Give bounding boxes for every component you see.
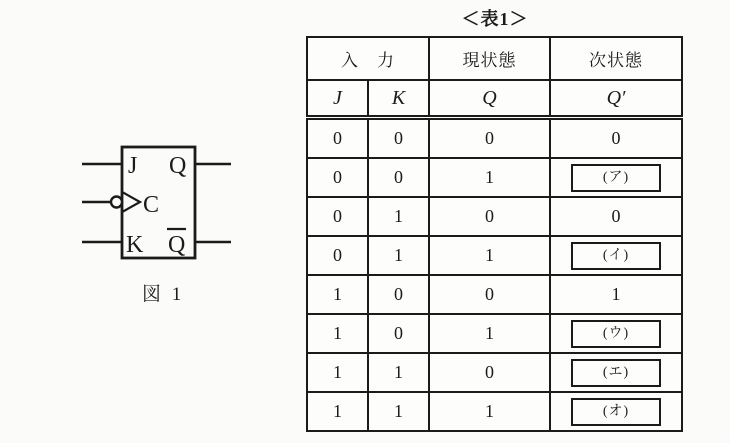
table-row (307, 392, 682, 431)
table-row (307, 275, 682, 314)
cell-q-next (550, 353, 682, 392)
header-input: 入 力 (307, 37, 429, 80)
table-row (307, 158, 682, 197)
j-pin-label: J (128, 153, 138, 179)
truth-table-pane (306, 5, 684, 432)
table-row (307, 118, 682, 159)
cell-k: 0 (368, 158, 429, 197)
cell-j: 0 (307, 158, 368, 197)
cell-q-next (550, 314, 682, 353)
answer-blank-e: (エ) (571, 359, 661, 387)
cell-q-next: 0 (550, 197, 682, 236)
cell-q: 1 (429, 158, 550, 197)
table-row (307, 353, 682, 392)
cell-q: 0 (429, 118, 550, 159)
cell-q: 1 (429, 392, 550, 431)
cell-q: 1 (429, 314, 550, 353)
table-row (307, 197, 682, 236)
cell-k: 0 (368, 314, 429, 353)
col-header-q-next: Q′ (550, 80, 682, 118)
cell-k: 1 (368, 392, 429, 431)
answer-blank-i: (イ) (571, 242, 661, 270)
cell-j: 1 (307, 392, 368, 431)
figure-caption: 図 1 (142, 284, 185, 305)
cell-q: 0 (429, 275, 550, 314)
qbar-pin-label: Q (168, 232, 186, 258)
jk-flipflop-diagram (0, 0, 300, 443)
cell-j: 1 (307, 275, 368, 314)
cell-j: 0 (307, 236, 368, 275)
cell-q-next (550, 158, 682, 197)
cell-k: 1 (368, 353, 429, 392)
answer-blank-u: (ウ) (571, 320, 661, 348)
cell-j: 1 (307, 314, 368, 353)
col-header-j: J (307, 80, 368, 118)
table-title: ＜表1＞ (461, 9, 529, 29)
header-group-row (307, 37, 682, 80)
header-sub-row (307, 80, 682, 118)
cell-q-next (550, 236, 682, 275)
jk-flipflop-figure (0, 0, 300, 443)
answer-blank-o: (オ) (571, 398, 661, 426)
cell-q: 1 (429, 236, 550, 275)
q-pin-label: Q (169, 153, 187, 179)
cell-q: 0 (429, 353, 550, 392)
cell-j: 0 (307, 118, 368, 159)
cell-q-next: 1 (550, 275, 682, 314)
cell-q-next (550, 392, 682, 431)
cell-j: 0 (307, 197, 368, 236)
cell-q: 0 (429, 197, 550, 236)
cell-j: 1 (307, 353, 368, 392)
answer-blank-a: (ア) (571, 164, 661, 192)
header-next-state: 次状態 (550, 37, 682, 80)
col-header-q: Q (429, 80, 550, 118)
cell-k: 1 (368, 236, 429, 275)
header-current-state: 現状態 (429, 37, 550, 80)
col-header-k: K (368, 80, 429, 118)
k-pin-label: K (126, 232, 144, 258)
cell-k: 0 (368, 275, 429, 314)
cell-q-next: 0 (550, 118, 682, 159)
truth-table (306, 36, 683, 432)
cell-k: 1 (368, 197, 429, 236)
table-row (307, 314, 682, 353)
table-row (307, 236, 682, 275)
clock-inversion-bubble (111, 197, 122, 208)
clock-pin-label: C (143, 192, 160, 218)
cell-k: 0 (368, 118, 429, 159)
